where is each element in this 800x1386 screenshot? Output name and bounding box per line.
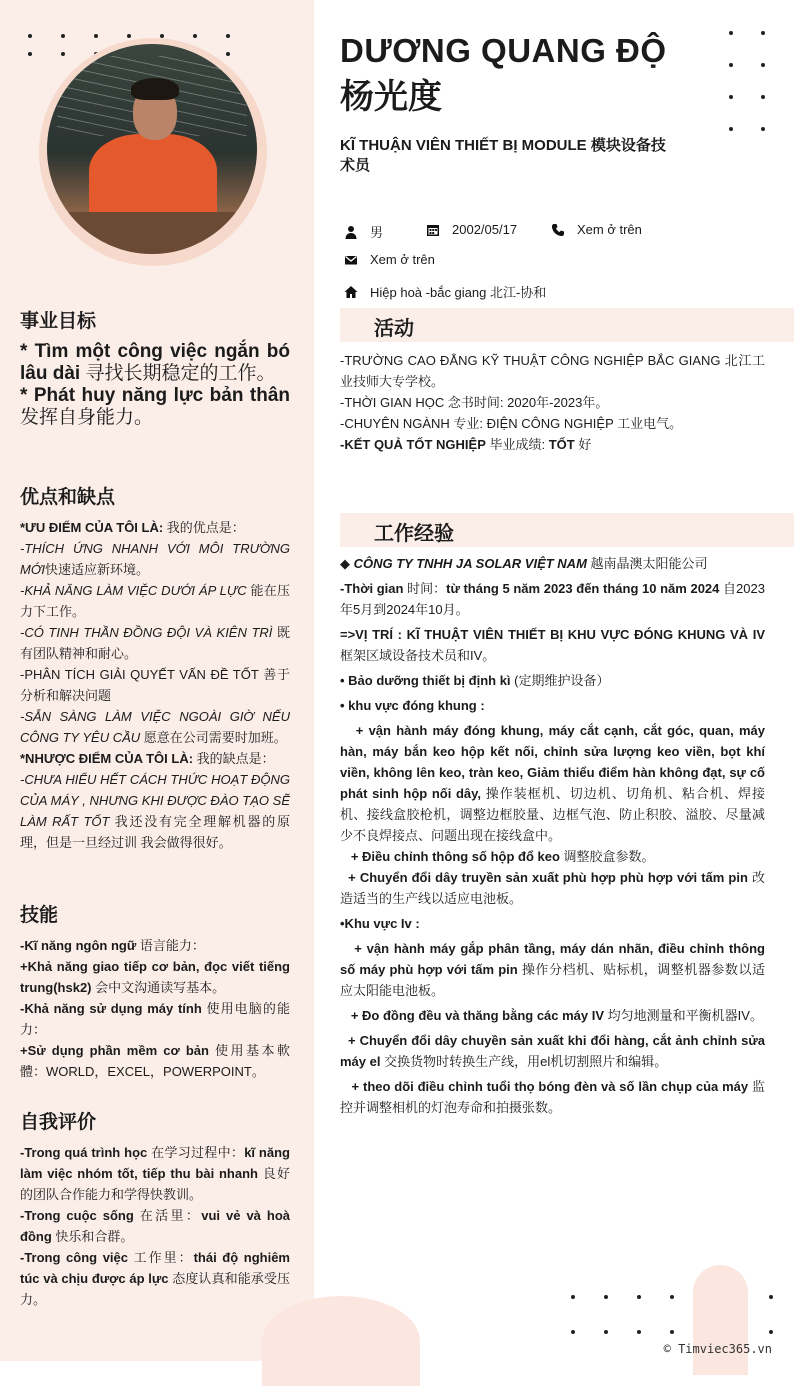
decor-dot [604, 1330, 608, 1334]
career-line: * Phát huy năng lực bản thân 发挥自身能力。 [20, 385, 290, 428]
list-item: -Trong công việc 工作里：thái độ nghiêm túc và chịu được áp lực 态度认真和能承受压力。 [20, 1250, 290, 1307]
experience-heading-band [340, 513, 794, 547]
calendar-icon [426, 223, 440, 237]
person-icon [344, 225, 358, 239]
period-line: -Thời gian 时间：từ tháng 5 năm 2023 đến tháng 10 năm 2024 自2023年5月到2024年10月。 [340, 581, 765, 617]
decor-dot [28, 52, 32, 56]
list-item: -Trong quá trình học 在学习过程中：kĩ năng làm việc nhóm tốt, tiếp thu bài nhanh 良好的团队合作能力和学得快教训。 [20, 1145, 290, 1202]
candidate-name: DƯƠNG QUANG ĐỘ [340, 32, 667, 69]
decor-arch-bottom-right [693, 1265, 748, 1375]
decor-dot [729, 95, 733, 99]
decor-dots-top-right [729, 31, 765, 131]
decor-dot [637, 1330, 641, 1334]
phone-icon [551, 223, 565, 237]
list-item: -CHƯA HIỂU HẾT CÁCH THỨC HOẠT ĐỘNG CỦA MÁY , NHƯNG KHI ĐƯỢC ĐÀO TẠO SẼ LÀM RẤT TỐT 我还没有完全理解机器的原理，但是一旦经过训 我会做得很好。 [20, 772, 290, 850]
decor-dot [769, 1330, 773, 1334]
decor-dot [571, 1295, 575, 1299]
list-item: -THỜI GIAN HỌC 念书时间: 2020年-2023年。 [340, 395, 609, 410]
decor-dot [637, 1295, 641, 1299]
self-evaluation-section [20, 1110, 290, 1310]
decor-dot [729, 31, 733, 35]
list-item: + theo dõi điều chỉnh tuổi thọ bóng đèn và số lần chụp của máy 监控并调整相机的灯泡寿命和拍摄张数。 [340, 1079, 765, 1115]
experience-section [340, 553, 769, 1118]
avatar [47, 44, 257, 254]
list-item: *NHƯỢC ĐIỂM CỦA TÔI LÀ: 我的缺点是： [20, 751, 275, 766]
job-title: KĨ THUẬN VIÊN THIẾT BỊ MODULE 模块设备技术员 [340, 137, 666, 174]
contact-address [344, 282, 546, 301]
list-item: -TRƯỜNG CAO ĐẲNG KỸ THUẬT CÔNG NGHIỆP BẮC GIANG 北江工业技师大专学校。 [340, 353, 765, 389]
career-objective-section [20, 309, 290, 429]
address-value: Hiệp hoà -bắc giang 北江-协和 [370, 285, 547, 300]
decor-dot [127, 34, 131, 38]
list-item: -Kĩ năng ngôn ngữ 语言能力： [20, 938, 205, 953]
section-heading: 优点和缺点 [20, 487, 116, 508]
pros-cons-section [20, 485, 290, 853]
decor-dot [61, 34, 65, 38]
decor-dot [761, 127, 765, 131]
email-value: Xem ở trên [370, 252, 435, 267]
gender-value: 男 [370, 225, 384, 240]
list-item: + vận hành máy gắp phân tầng, máy dán nhãn, điều chỉnh thông số máy phù hợp với tấm pin 操作分档机、贴标机，调整机器参数以适应太阳能电池板。 [340, 941, 769, 998]
phone-value: Xem ở trên [577, 222, 642, 237]
list-item: -KẾT QUẢ TỐT NGHIỆP 毕业成绩: TỐT 好 [340, 437, 592, 452]
section-heading: 事业目标 [20, 311, 97, 332]
section-heading: 工作经验 [374, 523, 454, 545]
list-item: *ƯU ĐIỂM CỦA TÔI LÀ: 我的优点是： [20, 520, 245, 535]
activities-heading-band [340, 308, 794, 342]
mail-icon [344, 253, 358, 267]
decor-dot [193, 34, 197, 38]
decor-dot [729, 127, 733, 131]
contact-dob [426, 222, 517, 237]
career-line: * Tìm một công việc ngắn bó lâu dài 寻找长期稳定的工作。 [20, 341, 290, 384]
footer-brand: © Timviec365.vn [663, 1342, 772, 1356]
skills-section [20, 903, 290, 1082]
list-item: -PHÂN TÍCH GIẢI QUYẾT VẤN ĐỀ TỐT 善于分析和解决问题 [20, 667, 290, 703]
list-item: • Bảo dưỡng thiết bị định kì (定期维护设备） [340, 673, 610, 688]
contact-email [344, 252, 435, 267]
decor-dot [670, 1330, 674, 1334]
list-item: -CHUYÊN NGÀNH 专业: ĐIỆN CÔNG NGHIỆP 工业电气。 [340, 416, 683, 431]
section-heading: 技能 [20, 905, 59, 926]
list-item: -CÓ TINH THẦN ĐỒNG ĐỘI VÀ KIÊN TRÌ 既有团队精神和耐心。 [20, 625, 290, 661]
candidate-name-cn: 杨光度 [340, 78, 442, 116]
decor-dot [761, 63, 765, 67]
list-item: + vận hành máy đóng khung, máy cắt cạnh, cắt góc, quan, máy hàn, máy bắn keo hộp kết nối, chỉnh sửa lượng keo viền, bọt khí viền, không lên keo, tràn keo, Giảm thiểu điểm hàn không đạt, sự cố phát sinh hộp nối dây, 操作装框机、切边机、切角机、粘合机、焊接机、接线盒胶枪机，调整边框胶量、边框气泡、防止积胶、溢胶、尽量减少不良焊接点、问题出现在接线盒中。 [340, 723, 769, 843]
list-item: +Khả năng giao tiếp cơ bản, đọc viết tiếng trung(hsk2) 会中文沟通读写基本。 [20, 959, 290, 995]
list-item: • khu vực đóng khung : [340, 698, 485, 713]
decor-dot [761, 31, 765, 35]
list-item: •Khu vực Iv : [340, 916, 420, 931]
home-icon [344, 285, 358, 299]
list-item: +Sử dụng phần mềm cơ bản 使用基本軟體：WORLD，EXCEL，POWERPOINT。 [20, 1043, 290, 1079]
decor-dot [226, 34, 230, 38]
section-heading: 活动 [374, 318, 414, 340]
company-line: ◆ CÔNG TY TNHH JA SOLAR VIỆT NAM 越南晶澳太阳能公司 [340, 556, 708, 571]
list-item: + Chuyển đổi dây truyền sản xuất phù hợp phù hợp với tấm pin 改造适当的生产线以适应电池板。 [340, 870, 765, 906]
decor-dot [94, 34, 98, 38]
list-item: + Chuyển đổi dây chuyền sản xuất khi đổi hàng, cắt ảnh chỉnh sửa máy el 交换货物时转换生产线，用el机切割照片和编辑。 [340, 1033, 769, 1069]
decor-dot [670, 1295, 674, 1299]
decor-dot [604, 1295, 608, 1299]
decor-dot [761, 95, 765, 99]
list-item: -KHẢ NĂNG LÀM VIỆC DƯỚI ÁP LỰC 能在压力下工作。 [20, 583, 290, 619]
dob-value: 2002/05/17 [452, 222, 518, 237]
list-item: -Khả năng sử dụng máy tính 使用电脑的能力： [20, 1001, 290, 1037]
section-heading: 自我评价 [20, 1112, 97, 1133]
decor-dot [729, 63, 733, 67]
activities-section [340, 350, 765, 455]
position-line: =>VỊ TRÍ : KĨ THUẬT VIÊN THIẾT BỊ KHU VỰC ĐÓNG KHUNG VÀ IV 框架区域设备技术员和IV。 [340, 627, 765, 663]
decor-dot [769, 1295, 773, 1299]
list-item: + Đo đồng đều và thăng bằng các máy IV 均匀地测量和平衡机器IV。 [340, 1008, 763, 1023]
decor-dot [28, 34, 32, 38]
decor-dot [571, 1330, 575, 1334]
list-item: + Điều chỉnh thông số hộp đổ keo 调整胶盒参数。 [340, 849, 655, 864]
list-item: -SẴN SÀNG LÀM VIỆC NGOÀI GIỜ NẾU CÔNG TY YÊU CẦU 愿意在公司需要时加班。 [20, 709, 290, 745]
contact-phone [551, 222, 642, 237]
contact-gender [344, 222, 383, 241]
list-item: -Trong cuộc sống 在活里：vui vẻ và hoà đồng 快乐和合群。 [20, 1208, 290, 1244]
list-item: -THÍCH ỨNG NHANH VỚI MÔI TRƯỜNG MỚI快速适应新环境。 [20, 541, 290, 577]
